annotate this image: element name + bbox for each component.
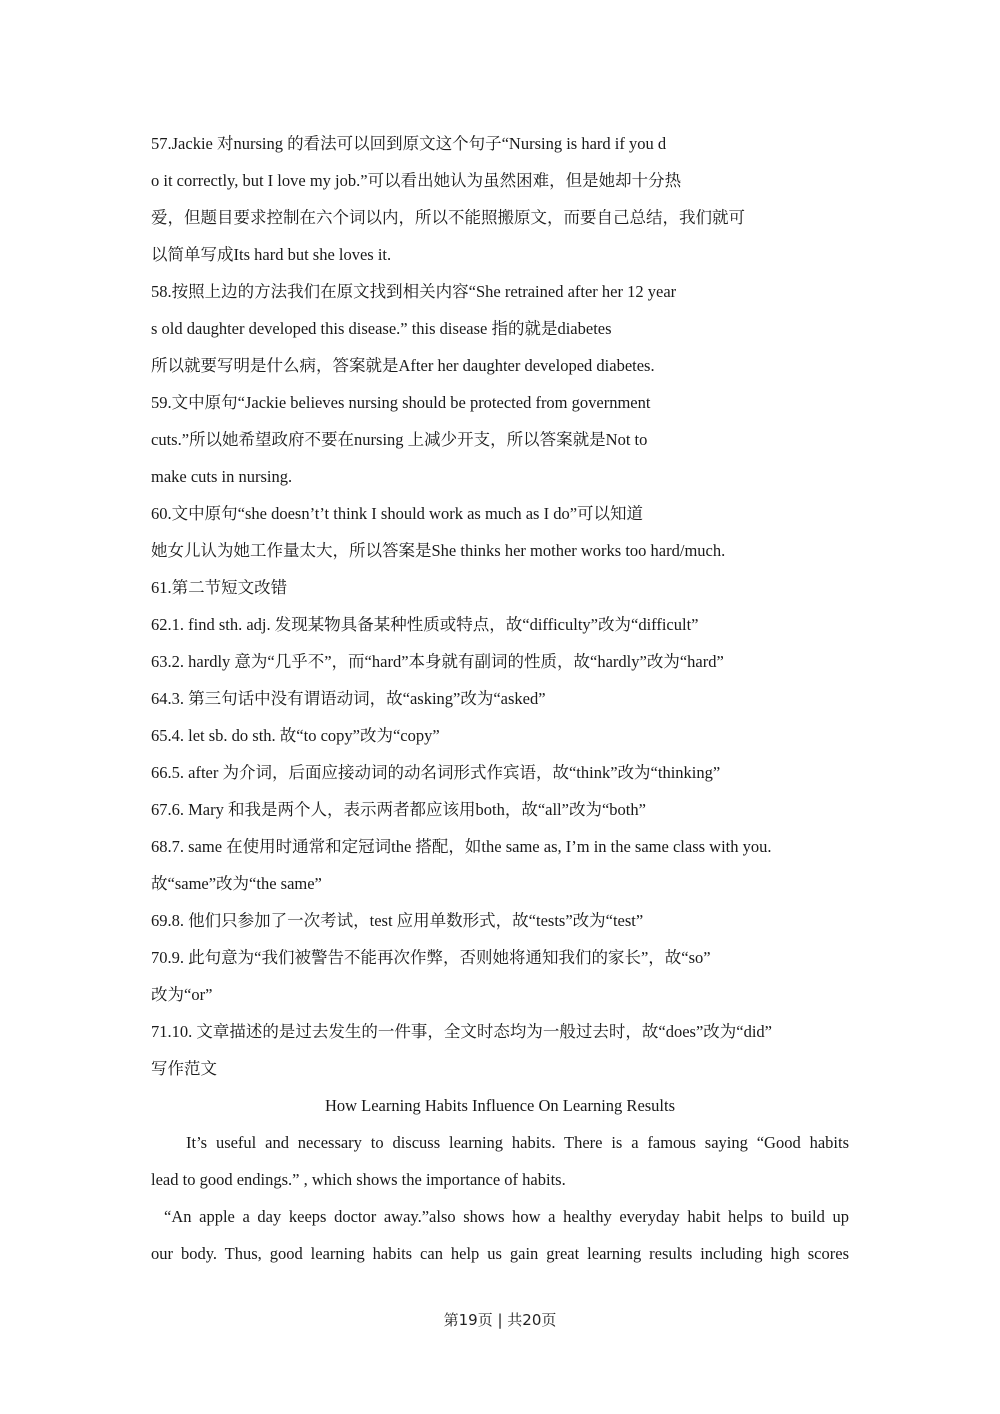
- answer-60-line-2: 她女儿认为她工作量太大，所以答案是She thinks her mother works too hard/much.: [151, 541, 726, 560]
- answer-71: 71.10. 文章描述的是过去发生的一件事，全文时态均为一般过去时，故“does”改为“did”: [151, 1022, 772, 1041]
- answer-59-line-1: 59.文中原句“Jackie believes nursing should be protected from government: [151, 393, 651, 412]
- answer-68-line-2: 故“same”改为“the same”: [151, 874, 322, 893]
- answer-58-line-3: 所以就要写明是什么病，答案就是After her daughter developed diabetes.: [151, 356, 655, 375]
- answer-58-line-2: s old daughter developed this disease.” this disease 指的就是diabetes: [151, 319, 612, 338]
- answer-69: 69.8. 他们只参加了一次考试，test 应用单数形式，故“tests”改为“test”: [151, 911, 644, 930]
- essay-paragraph-1-line-1: It’s useful and necessary to discuss learning habits. There is a famous saying “Good habits: [186, 1133, 849, 1152]
- essay-paragraph-2-line-1: “An apple a day keeps doctor away.”also shows how a healthy everyday habit helps to build up: [164, 1207, 849, 1226]
- answer-63: 63.2. hardly 意为“几乎不”，而“hard”本身就有副词的性质，故“hardly”改为“hard”: [151, 652, 724, 671]
- essay-paragraph-1-line-2: lead to good endings.” , which shows the importance of habits.: [151, 1170, 566, 1189]
- answer-58-line-1: 58.按照上边的方法我们在原文找到相关内容“She retrained after her 12 year: [151, 282, 677, 301]
- answer-65: 65.4. let sb. do sth. 故“to copy”改为“copy”: [151, 726, 440, 745]
- answer-68-line-1: 68.7. same 在使用时通常和定冠词the 搭配，如the same as, I’m in the same class with you.: [151, 837, 772, 856]
- essay-title: How Learning Habits Influence On Learning Results: [324, 1096, 676, 1115]
- section-heading-sample-essay: 写作范文: [151, 1059, 217, 1078]
- answer-60-line-1: 60.文中原句“she doesn’t’t think I should work as much as I do”可以知道: [151, 504, 644, 523]
- essay-paragraph-2-line-2: our body. Thus, good learning habits can help us gain great learning results including high scores: [151, 1244, 849, 1263]
- answer-57-line-2: o it correctly, but I love my job.”可以看出她认为虽然困难，但是她却十分热: [151, 171, 682, 190]
- answer-66: 66.5. after 为介词，后面应接动词的动名词形式作宾语，故“think”改为“thinking”: [151, 763, 721, 782]
- answer-57-line-4: 以简单写成Its hard but she loves it.: [151, 245, 392, 264]
- answer-70-line-2: 改为“or”: [151, 985, 213, 1004]
- page-number-footer: 第19页 | 共20页: [443, 1311, 557, 1329]
- answer-67: 67.6. Mary 和我是两个人，表示两者都应该用both，故“all”改为“both”: [151, 800, 646, 819]
- answer-62: 62.1. find sth. adj. 发现某物具备某种性质或特点，故“difficulty”改为“difficult”: [151, 615, 699, 634]
- answer-59-line-2: cuts.”所以她希望政府不要在nursing 上减少开支，所以答案就是Not to: [151, 430, 648, 449]
- answer-70-line-1: 70.9. 此句意为“我们被警告不能再次作弊，否则她将通知我们的家长”，故“so”: [151, 948, 711, 967]
- answer-64: 64.3. 第三句话中没有谓语动词，故“asking”改为“asked”: [151, 689, 546, 708]
- answer-59-line-3: make cuts in nursing.: [151, 467, 293, 486]
- section-heading-error-correction: 61.第二节短文改错: [151, 578, 288, 597]
- answer-57-line-3: 爱，但题目要求控制在六个词以内，所以不能照搬原文，而要自己总结，我们就可: [151, 208, 745, 227]
- answer-57-line-1: 57.Jackie 对nursing 的看法可以回到原文这个句子“Nursing is hard if you d: [151, 134, 667, 153]
